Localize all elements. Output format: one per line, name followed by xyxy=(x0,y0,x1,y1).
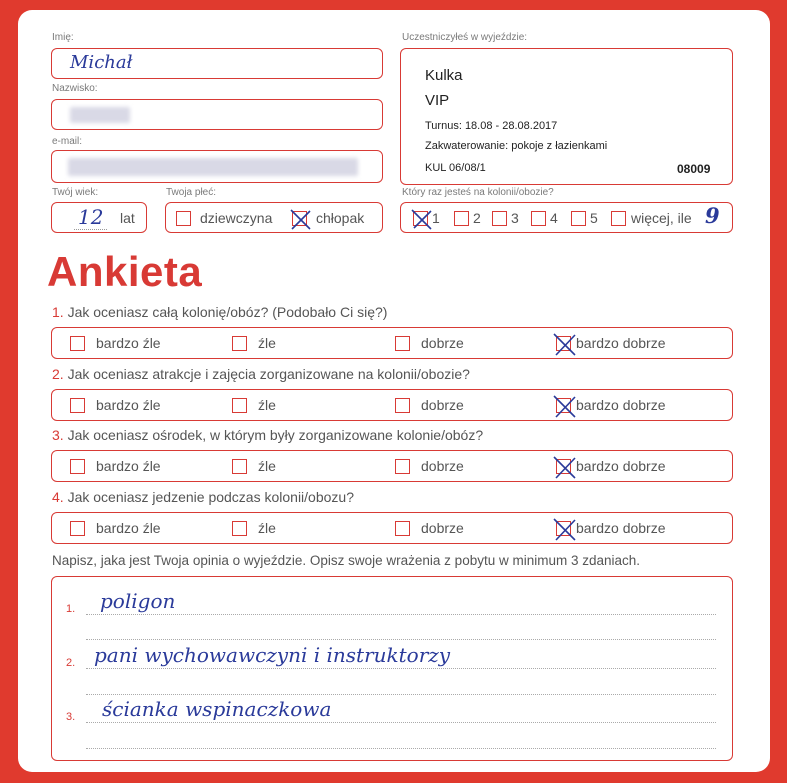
opinion-line-number: 2. xyxy=(66,657,76,669)
opinion-line-rule xyxy=(86,639,716,640)
times-option-3: 3 xyxy=(511,210,519,226)
opinion-line-rule xyxy=(86,722,716,723)
times-checkbox-1[interactable] xyxy=(413,211,428,226)
answer-checkbox[interactable] xyxy=(556,521,571,536)
survey-title: Ankieta xyxy=(47,248,203,295)
times-more-value: 9 xyxy=(705,203,720,228)
redacted-last-name xyxy=(70,107,130,123)
email-field[interactable] xyxy=(51,150,383,183)
answer-checkbox[interactable] xyxy=(556,336,571,351)
answer-option-label: bardzo dobrze xyxy=(576,520,666,536)
times-field xyxy=(400,202,733,233)
opinion-line-number: 1. xyxy=(66,603,76,615)
check-mark-icon xyxy=(290,209,311,230)
check-mark-icon xyxy=(554,519,576,541)
question-label: Jak oceniasz ośrodek, w którym były zorganizowane kolonie/obóz? xyxy=(67,427,484,443)
answer-checkbox[interactable] xyxy=(70,336,85,351)
answer-checkbox[interactable] xyxy=(395,398,410,413)
accommodation: Zakwaterowanie: pokoje z łazienkami xyxy=(425,140,608,152)
times-option-1: 1 xyxy=(432,210,440,226)
first-name-value: Michał xyxy=(70,52,133,73)
age-field[interactable] xyxy=(51,202,147,233)
question-number: 2. xyxy=(52,366,64,382)
answer-option-label: źle xyxy=(258,520,276,536)
camp-tier: VIP xyxy=(425,92,450,109)
camp-number: 08009 xyxy=(677,162,711,176)
check-mark-icon xyxy=(554,396,576,418)
answer-checkbox[interactable] xyxy=(232,398,247,413)
participant-label: Uczestniczyłeś w wyjeździe: xyxy=(402,32,528,43)
age-value: 12 xyxy=(74,205,107,230)
gender-option-girl: dziewczyna xyxy=(200,210,273,226)
answer-checkbox[interactable] xyxy=(70,459,85,474)
opinion-line-text: poligon xyxy=(100,589,176,613)
answer-row xyxy=(51,512,733,544)
answer-option-label: bardzo źle xyxy=(96,335,161,351)
question-label: Jak oceniasz atrakcje i zajęcia zorganizowane na kolonii/obozie? xyxy=(67,366,470,382)
answer-checkbox[interactable] xyxy=(70,398,85,413)
question-label: Jak oceniasz całą kolonię/obóz? (Podobało Ci się?) xyxy=(67,304,388,320)
question-number: 4. xyxy=(52,489,64,505)
question-number: 1. xyxy=(52,304,64,320)
check-mark-icon xyxy=(554,334,576,356)
answer-checkbox[interactable] xyxy=(395,521,410,536)
answer-checkbox[interactable] xyxy=(70,521,85,536)
email-label: e-mail: xyxy=(52,136,83,147)
turnus-dates: Turnus: 18.08 - 28.08.2017 xyxy=(425,120,558,132)
answer-checkbox[interactable] xyxy=(395,336,410,351)
opinion-prompt: Napisz, jaka jest Twoja opinia o wyjeździe. Opisz swoje wrażenia z pobytu w minimum 3 zdaniach. xyxy=(52,553,641,568)
answer-checkbox[interactable] xyxy=(232,336,247,351)
question-text xyxy=(52,489,354,505)
answer-option-label: bardzo dobrze xyxy=(576,335,666,351)
answer-checkbox[interactable] xyxy=(232,459,247,474)
times-option-2: 2 xyxy=(473,210,481,226)
answer-checkbox[interactable] xyxy=(556,459,571,474)
answer-option-label: źle xyxy=(258,458,276,474)
opinion-line-number: 3. xyxy=(66,711,76,723)
gender-checkbox-girl[interactable] xyxy=(176,211,191,226)
times-checkbox-5[interactable] xyxy=(571,211,586,226)
check-mark-icon xyxy=(411,209,432,230)
first-name-field[interactable] xyxy=(51,48,383,79)
last-name-label: Nazwisko: xyxy=(52,83,98,94)
answer-row xyxy=(51,450,733,482)
answer-option-label: bardzo źle xyxy=(96,458,161,474)
camp-info-box xyxy=(400,48,733,185)
times-option-5: 5 xyxy=(590,210,598,226)
answer-option-label: źle xyxy=(258,335,276,351)
times-checkbox-3[interactable] xyxy=(492,211,507,226)
survey-sheet xyxy=(18,10,770,772)
answer-option-label: dobrze xyxy=(421,520,464,536)
gender-option-boy: chłopak xyxy=(316,210,365,226)
answer-option-label: źle xyxy=(258,397,276,413)
opinion-line-text: pani wychowawczyni i instruktorzy xyxy=(94,643,451,667)
opinion-box[interactable] xyxy=(51,576,733,761)
answer-option-label: dobrze xyxy=(421,458,464,474)
age-label: Twój wiek: xyxy=(52,187,99,198)
times-label: Który raz jesteś na kolonii/obozie? xyxy=(402,187,554,198)
answer-checkbox[interactable] xyxy=(395,459,410,474)
answer-checkbox[interactable] xyxy=(232,521,247,536)
question-text xyxy=(52,304,387,320)
answer-option-label: bardzo źle xyxy=(96,397,161,413)
times-checkbox-4[interactable] xyxy=(531,211,546,226)
check-mark-icon xyxy=(554,457,576,479)
answer-row xyxy=(51,389,733,421)
question-text xyxy=(52,427,483,443)
answer-checkbox[interactable] xyxy=(556,398,571,413)
opinion-line-rule xyxy=(86,614,716,615)
times-option-more: więcej, ile xyxy=(631,210,692,226)
answer-option-label: bardzo źle xyxy=(96,520,161,536)
answer-row xyxy=(51,327,733,359)
answer-option-label: bardzo dobrze xyxy=(576,458,666,474)
answer-option-label: bardzo dobrze xyxy=(576,397,666,413)
last-name-field[interactable] xyxy=(51,99,383,130)
opinion-line-rule xyxy=(86,748,716,749)
question-text xyxy=(52,366,470,382)
opinion-line-rule xyxy=(86,668,716,669)
first-name-label: Imię: xyxy=(52,32,74,43)
times-checkbox-more[interactable] xyxy=(611,211,626,226)
camp-name: Kulka xyxy=(425,67,463,84)
question-label: Jak oceniasz jedzenie podczas kolonii/obozu? xyxy=(67,489,354,505)
times-option-4: 4 xyxy=(550,210,558,226)
redacted-email xyxy=(68,158,358,176)
camp-code: KUL 06/08/1 xyxy=(425,162,486,174)
gender-field xyxy=(165,202,383,233)
gender-checkbox-boy[interactable] xyxy=(292,211,307,226)
answer-option-label: dobrze xyxy=(421,335,464,351)
age-unit: lat xyxy=(120,210,135,226)
times-checkbox-2[interactable] xyxy=(454,211,469,226)
answer-option-label: dobrze xyxy=(421,397,464,413)
opinion-line-text: ścianka wspinaczkowa xyxy=(102,697,332,721)
opinion-line-rule xyxy=(86,694,716,695)
question-number: 3. xyxy=(52,427,64,443)
gender-label: Twoja płeć: xyxy=(166,187,217,198)
